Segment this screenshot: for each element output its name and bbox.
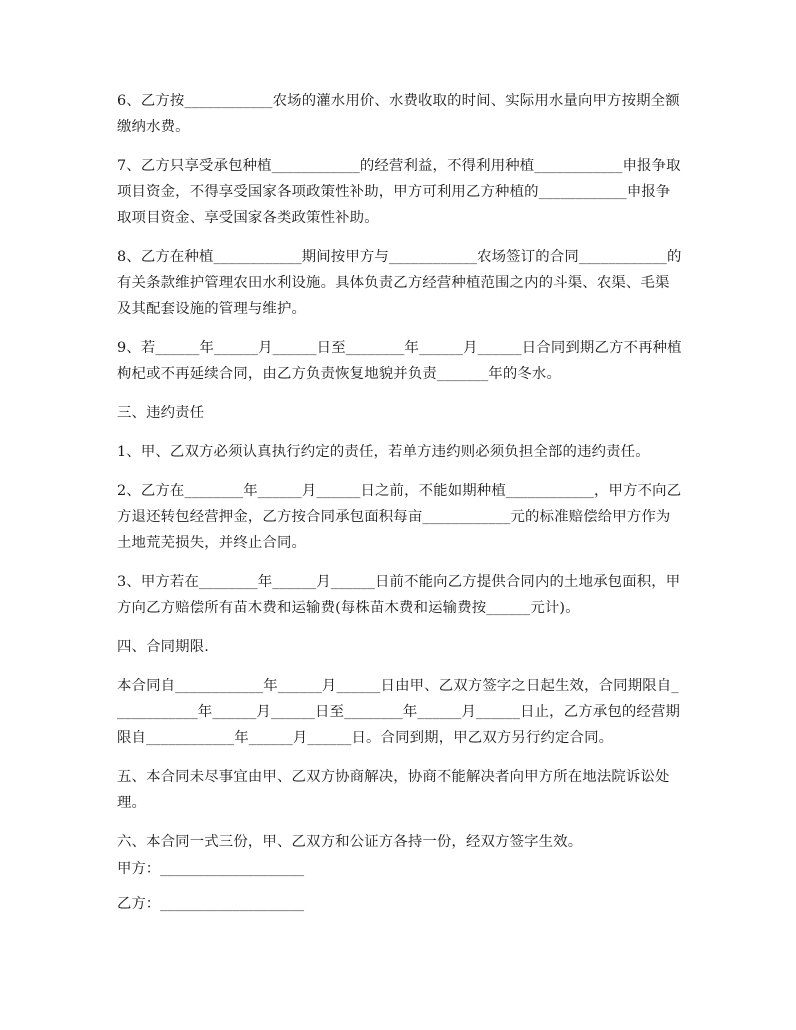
section-heading-term: 四、合同期限. bbox=[117, 639, 209, 655]
section-six-copies: 六、本合同一式三份，甲、乙双方和公证方各持一份，经双方签字生效。 bbox=[117, 834, 583, 850]
term-clause: 本合同自____________年______月______日由甲、乙双方签字之日起生效，合同期限自____________年______月______日至________年______月______日止，乙方承包的经营期限自____________年______月______日。合同到期，甲乙双方另行约定合同。 bbox=[117, 678, 681, 746]
breach-clause-2: 2、乙方在________年______月______日之前，不能如期种植____________，甲方不向乙方退还转包经营押金，乙方按合同承包面积每亩____________元的标准赔偿给甲方作为土地荒芜损失，并终止合同。 bbox=[117, 483, 682, 551]
section-five-disputes: 五、本合同未尽事宜由甲、乙双方协商解决，协商不能解决者向甲方所在地法院诉讼处理。 bbox=[117, 769, 670, 811]
section-heading-breach: 三、违约责任 bbox=[117, 405, 205, 421]
clause-6-water-fee: 6、乙方按____________农场的灌水用价、水费收取的时间、实际用水量向甲方按期全额缴纳水费。 bbox=[117, 93, 680, 135]
contract-body bbox=[117, 88, 682, 868]
party-a-signature-line: 甲方：____________________ bbox=[117, 861, 305, 877]
clause-8-irrigation: 8、乙方在种植____________期间按甲方与____________农场签订的合同____________的有关条款维护管理农田水利设施。具体负责乙方经营种植范围之内的斗渠、农渠、毛渠及其配套设施的管理与维护。 bbox=[117, 249, 682, 317]
clause-9-expiry: 9、若______年______月______日至________年______月______日合同到期乙方不再种植枸杞或不再延续合同，由乙方负责恢复地貌并负责_______年的冬水。 bbox=[117, 340, 682, 382]
breach-clause-1: 1、甲、乙双方必须认真执行约定的责任，若单方违约则必须负担全部的违约责任。 bbox=[117, 444, 650, 460]
breach-clause-3: 3、甲方若在________年______月______日前不能向乙方提供合同内的土地承包面积，甲方向乙方赔偿所有苗木费和运输费(每株苗木费和运输费按______元计)。 bbox=[117, 574, 681, 616]
clause-7-benefits: 7、乙方只享受承包种植____________的经营利益，不得利用种植____________申报争取项目资金，不得享受国家各项政策性补助，甲方可利用乙方种植的____________申报争取项目资金、享受国家各类政策性补助。 bbox=[117, 158, 681, 226]
party-b-signature-line: 乙方：____________________ bbox=[117, 896, 305, 912]
